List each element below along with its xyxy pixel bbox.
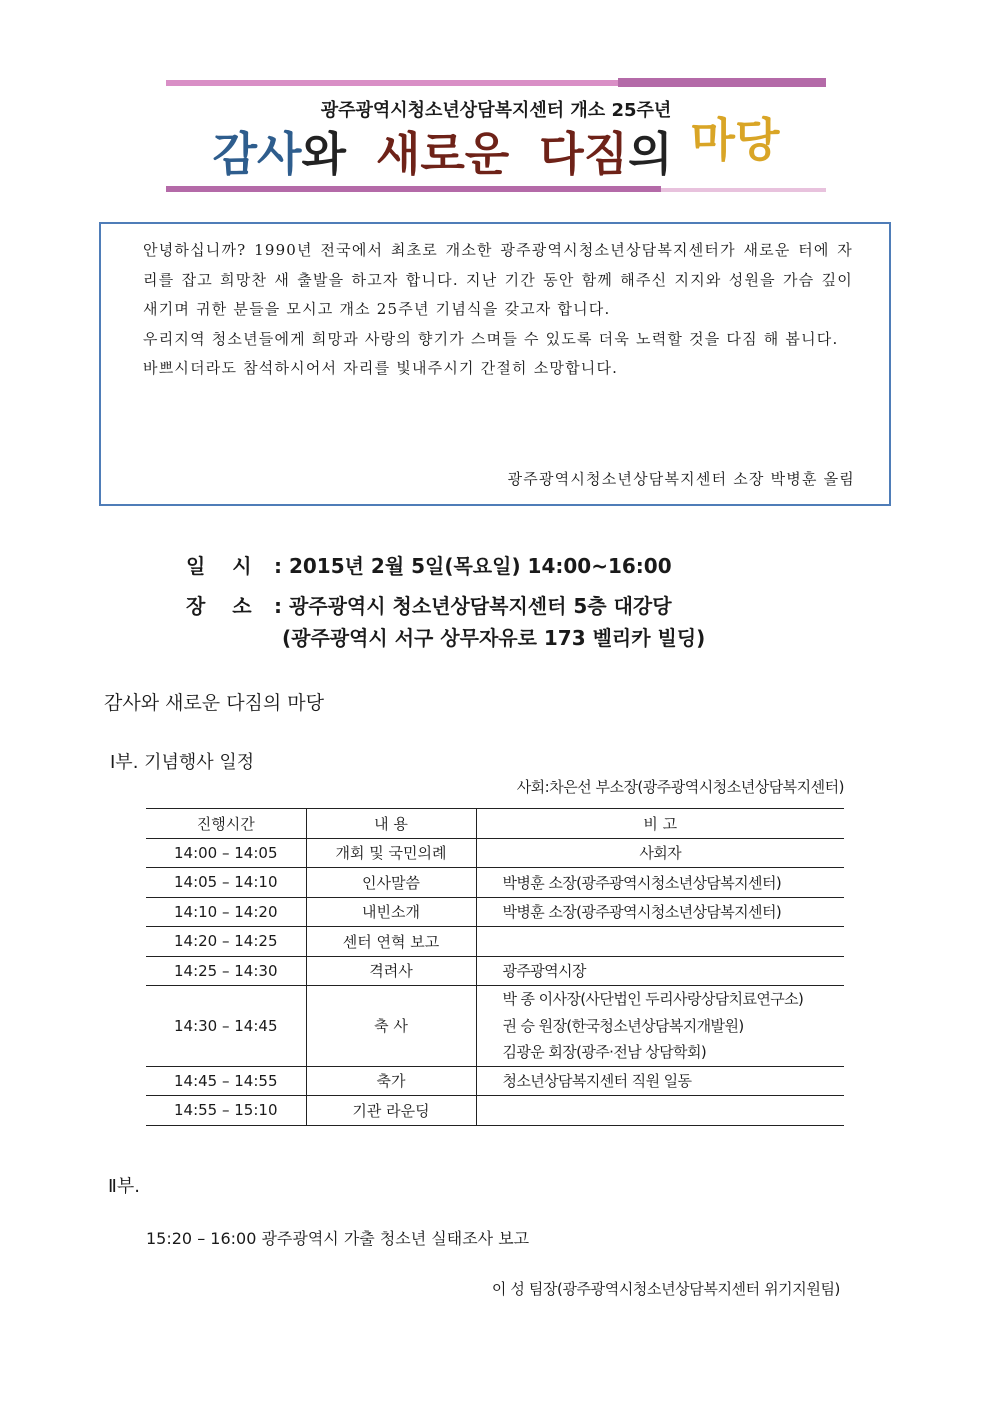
column-header-time: 진행시간 [146,809,306,839]
part2-presenter: 이 성 팀장(광주광역시청소년상담복지센터 위기지원팀) [491,1280,840,1298]
date-label: 일 시 [186,554,262,578]
table-row [146,927,844,957]
greeting-box [99,222,891,506]
event-subtitle: 광주광역시청소년상담복지센터 개소 25주년 [320,100,672,121]
row-note-line: 박 종 이사장(사단법인 두리사랑상담치료연구소) [502,990,804,1008]
event-date [186,550,672,579]
title-word-4: 다짐 [539,127,629,181]
section-title: 감사와 새로운 다짐의 마당 [104,692,325,714]
table-row [146,1096,844,1126]
table-row [146,838,844,868]
row-content: 기관 라운딩 [306,1096,476,1126]
row-time: 14:10 – 14:20 [146,897,306,927]
part2-title: Ⅱ부. [108,1176,140,1197]
column-header-content: 내 용 [306,809,476,839]
row-note [476,1096,844,1126]
event-main-title [0,113,992,184]
greeting-paragraph-3: 바쁘시더라도 참석하시어서 자리를 빛내주시기 간절히 소망합니다. [143,359,619,377]
row-note [476,986,844,1067]
title-word-5: 의 [628,127,673,181]
title-word-2: 와 [301,127,346,181]
table-row [146,1066,844,1096]
column-header-note: 비 고 [476,809,844,839]
row-time: 14:30 – 14:45 [146,986,306,1067]
greeting-signature: 광주광역시청소년상담복지센터 소장 박병훈 올림 [507,470,855,488]
row-note-line: 권 승 원장(한국청소년상담복지개발원) [502,1016,744,1035]
row-note: 청소년상담복지센터 직원 일동 [476,1066,844,1096]
header-bar-bottom-right [661,188,826,192]
part1-title: Ⅰ부. 기념행사 일정 [110,752,255,773]
place-value: 광주광역시 청소년상담복지센터 5층 대강당 [288,594,672,618]
row-note: 사회자 [476,838,844,868]
title-word-3: 새로운 [375,127,510,181]
schedule-table [146,808,844,1126]
header-bar-top-left [166,80,618,86]
row-note: 박병훈 소장(광주광역시청소년상담복지센터) [476,868,844,898]
row-content: 축가 [306,1066,476,1096]
row-note [476,927,844,957]
title-word-1: 감사 [212,127,302,181]
header-bar-bottom-left [166,186,661,192]
place-label: 장 소 [186,594,262,618]
greeting-paragraph-1: 안녕하십니까? 1990년 전국에서 최초로 개소한 광주광역시청소년상담복지센터가 새로운 터에 자리를 잡고 희망찬 새 출발을 하고자 합니다. 지난 기간 동안 함께 해주신 지지와 성원을 가슴 깊이 새기며 귀한 분들을 모시고 개소 25주년 기념식을 갖고자 합니다. [143,241,853,318]
row-content: 센터 연혁 보고 [306,927,476,957]
row-time: 14:05 – 14:10 [146,868,306,898]
title-word-6: 마당 [690,113,780,167]
date-value: 2015년 2월 5일(목요일) 14:00~16:00 [288,554,672,578]
table-row [146,897,844,927]
event-place [186,590,672,619]
table-row [146,986,844,1067]
row-time: 14:00 – 14:05 [146,838,306,868]
table-row [146,956,844,986]
row-time: 14:45 – 14:55 [146,1066,306,1096]
greeting-text [143,236,853,384]
greeting-paragraph-2: 우리지역 청소년들에게 희망과 사랑의 향기가 스며들 수 있도록 더욱 노력할 것을 다짐 해 봅니다. [143,329,839,348]
row-content: 내빈소개 [306,897,476,927]
part2-item: 15:20 – 16:00 광주광역시 가출 청소년 실태조사 보고 [146,1229,530,1248]
date-colon: : [274,554,289,578]
table-row [146,868,844,898]
row-content: 축 사 [306,986,476,1067]
table-header-row [146,809,844,839]
row-content: 개회 및 국민의례 [306,838,476,868]
place-colon: : [274,594,289,618]
row-content: 인사말씀 [306,868,476,898]
event-address: (광주광역시 서구 상무자유로 173 벨리카 빌딩) [282,626,706,650]
row-time: 14:25 – 14:30 [146,956,306,986]
row-note: 박병훈 소장(광주광역시청소년상담복지센터) [476,897,844,927]
row-time: 14:20 – 14:25 [146,927,306,957]
row-note-line: 김광운 회장(광주·전남 상담학회) [502,1043,707,1061]
header-bar-top-right [618,78,826,87]
mc-note: 사회:차은선 부소장(광주광역시청소년상담복지센터) [516,778,844,796]
row-time: 14:55 – 15:10 [146,1096,306,1126]
row-content: 격려사 [306,956,476,986]
row-note: 광주광역시장 [476,956,844,986]
